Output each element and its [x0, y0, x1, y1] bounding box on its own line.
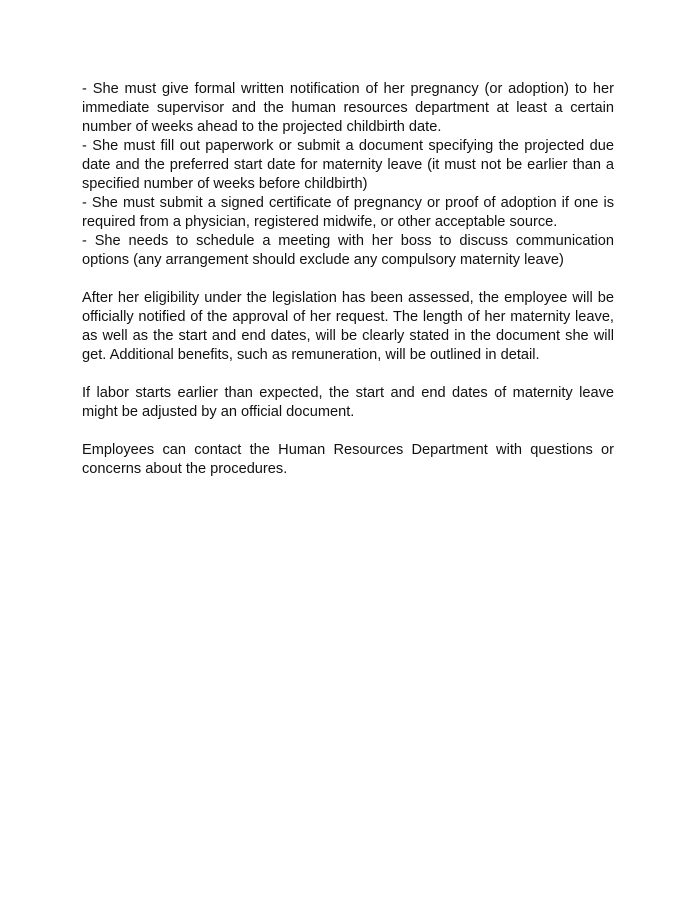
- early-labor-paragraph: If labor starts earlier than expected, the start and end dates of maternity leave might be adjusted by an official document.: [82, 385, 614, 420]
- document-body: [82, 80, 614, 479]
- list-item: - She must fill out paperwork or submit a document specifying the projected due date and the preferred start date for maternity leave (it must not be earlier than a specified number of weeks before childbirth): [82, 138, 614, 192]
- requirements-list: [82, 80, 614, 270]
- list-item: - She needs to schedule a meeting with her boss to discuss communication options (any arrangement should exclude any compulsory maternity leave): [82, 233, 614, 268]
- approval-paragraph: After her eligibility under the legislation has been assessed, the employee will be officially notified of the approval of her request. The length of her maternity leave, as well as the start and end dates, will be clearly stated in the document she will get. Additional benefits, such as remuneration, will be outlined in detail.: [82, 290, 614, 363]
- contact-paragraph: Employees can contact the Human Resources Department with questions or concerns about the procedures.: [82, 442, 614, 477]
- list-item: - She must submit a signed certificate of pregnancy or proof of adoption if one is required from a physician, registered midwife, or other acceptable source.: [82, 195, 614, 230]
- list-item: - She must give formal written notification of her pregnancy (or adoption) to her immediate supervisor and the human resources department at least a certain number of weeks ahead to the projected childbirth date.: [82, 81, 614, 135]
